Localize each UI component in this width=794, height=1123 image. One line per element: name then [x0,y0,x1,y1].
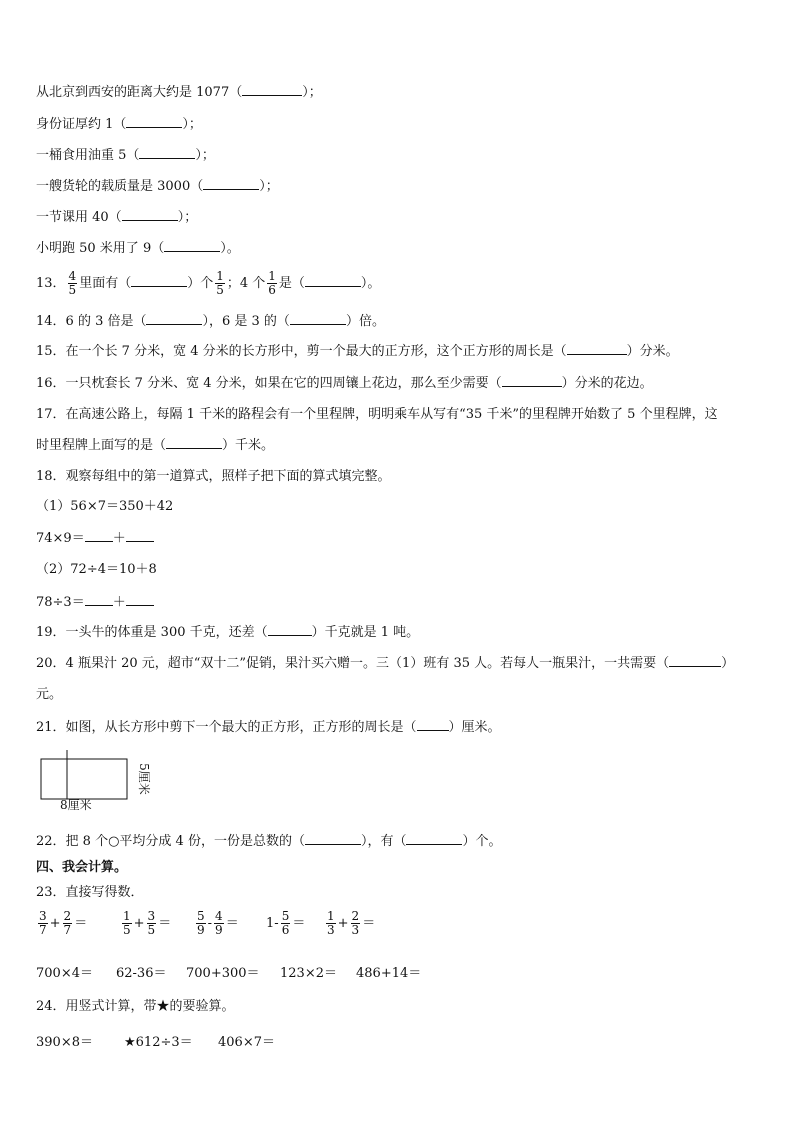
numerator: 4 [215,909,223,923]
answer-blank[interactable] [146,313,202,325]
unit-line-1-end: ）； [302,85,322,100]
denominator: 3 [351,923,360,937]
vertical-calc-3: 406×7＝ [218,1035,275,1050]
answer-blank[interactable] [669,655,721,667]
question-text: 16．一只枕套长 7 分米、宽 4 分米，如果在它的四周镶上花边，那么至少需要（ [36,376,502,391]
question-15 [36,343,679,360]
unit-line-6-text: 小明跑 50 米用了 9（ [36,241,165,256]
fraction-calc-4 [266,910,305,937]
question-text: ）个。 [462,834,502,849]
question-text: 15．在一个长 7 分米，宽 4 分米的长方形中，剪一个最大的正方形，这个正方形的周长是（ [36,344,567,359]
numerator: 4 [68,269,77,283]
unit-line-1 [36,84,322,101]
mental-calc-1: 700×4＝ [36,966,93,981]
unit-line-5-end: ）； [177,210,198,225]
answer-blank[interactable] [131,275,187,287]
answer-blank[interactable] [406,833,462,845]
unit-line-2-text: 身份证厚约 1（ [36,117,127,132]
answer-blank[interactable] [85,594,113,606]
whole-number: 1 [266,916,275,931]
question-text: 里面有（ [79,276,132,291]
height-label: 5厘米 [137,763,151,795]
question-text: ）倍。 [345,314,385,329]
equals-sign: ＝ [158,916,172,931]
question-text: ）个 [187,276,214,291]
vertical-calc-2: ★612÷3＝ [124,1035,193,1050]
mental-calc-5: 486+14＝ [356,966,422,981]
question-text: ），有（ [360,834,407,849]
equation-text: 78÷3＝ [36,595,85,610]
question-18-example-2 [36,562,157,578]
unit-line-1-text: 从北京到西安的距离大约是 1077（ [36,85,243,100]
denominator: 7 [63,923,72,937]
question-text: 21．如图，从长方形中剪下一个最大的正方形，正方形的周长是（ [36,720,417,735]
numerator: 1 [268,269,276,283]
answer-blank[interactable] [290,313,346,325]
question-18-problem-2 [36,594,154,611]
numerator: 5 [197,909,205,923]
question-text: 元。 [36,687,63,702]
equals-sign: ＝ [292,916,306,931]
question-text: ；4 个 [226,276,266,291]
question-text: ）分米的花边。 [561,376,653,391]
question-24-title: 24．用竖式计算，带★的要验算。 [36,999,235,1014]
numerator: 3 [39,909,47,923]
equals-sign: ＝ [74,916,88,931]
question-text: ）分米。 [626,344,679,359]
answer-blank[interactable] [203,178,259,190]
equals-sign: ＝ [362,916,376,931]
fraction [267,270,277,297]
answer-blank[interactable] [268,624,312,636]
numerator: 3 [147,909,156,923]
denominator: 3 [327,923,335,937]
question-text: ）千克就是 1 吨。 [311,625,420,640]
denominator: 6 [281,923,290,937]
unit-line-2-end: ）； [182,117,202,132]
operator: - [207,916,213,931]
question-21 [36,719,501,736]
numerator: 1 [327,909,335,923]
answer-blank[interactable] [164,240,220,252]
fraction-calc-1 [36,910,87,937]
answer-blank[interactable] [305,833,361,845]
question-20-line-2 [36,687,62,703]
equation-text: ＋ [112,595,126,610]
equals-sign: ＝ [225,916,239,931]
answer-blank[interactable] [126,594,154,606]
mental-calc-4: 123×2＝ [280,966,337,981]
answer-blank[interactable] [305,275,361,287]
unit-line-3 [36,147,215,164]
fraction-calc-3 [194,910,239,937]
equation-text: 74×9＝ [36,531,85,546]
unit-line-6 [36,240,240,257]
question-23-title: 23．直接写得数． [36,885,144,900]
operator: + [49,916,61,931]
question-text: ） [721,656,735,671]
numerator: 1 [216,269,224,283]
question-13 [36,266,380,302]
unit-line-6-end: ）。 [220,241,240,256]
numerator: 1 [123,909,131,923]
rectangle-diagram [40,750,172,802]
question-text: 17．在高速公路上，每隔 1 千米的路程会有一个里程牌，明明乘车从写有“35 千米”的里程牌开始数了 5 个里程牌，这 [36,407,718,422]
answer-blank[interactable] [126,116,182,128]
question-text: ）厘米。 [448,720,501,735]
mental-calc-3: 700+300＝ [186,966,260,981]
answer-blank[interactable] [139,147,195,159]
unit-line-5-text: 一节课用 40（ [36,210,122,225]
answer-blank[interactable] [122,209,178,221]
denominator: 9 [197,923,205,937]
unit-line-3-text: 一桶食用油重 5（ [36,148,140,163]
question-text: 18．观察每组中的第一道算式，照样子把下面的算式填完整。 [36,469,391,484]
vertical-calc-1: 390×8＝ [36,1035,93,1050]
unit-line-4 [36,178,279,195]
rectangle-outline [41,759,127,799]
question-text: 20．4 瓶果汁 20 元，超市“双十二”促销，果汁买六赠一。三（1）班有 35 人。若每人一瓶果汁，一共需要（ [36,656,670,671]
numerator: 2 [63,909,72,923]
denominator: 9 [215,923,223,937]
rectangle-figure [40,750,172,812]
denominator: 6 [268,283,276,297]
question-17-line-1 [36,407,718,423]
question-text: 22．把 8 个○平均分成 4 份，一份是总数的（ [36,834,305,849]
question-19 [36,624,419,641]
question-text: ）千米。 [222,438,275,453]
answer-blank[interactable] [502,375,562,387]
operator: + [133,916,145,931]
question-20-line-1 [36,655,734,672]
denominator: 5 [147,923,156,937]
numerator: 5 [281,909,290,923]
question-text: ）。 [360,276,381,291]
answer-blank[interactable] [567,343,627,355]
question-number: 13． [36,276,66,291]
answer-blank[interactable] [417,719,449,731]
unit-line-3-end: ）； [195,148,215,163]
unit-line-4-text: 一艘货轮的载质量是 3000（ [36,179,204,194]
question-text: 14．6 的 3 倍是（ [36,314,147,329]
denominator: 5 [123,923,131,937]
question-16 [36,375,653,392]
fraction [215,270,225,297]
fraction-calc-2 [120,910,171,937]
unit-line-5 [36,209,197,226]
question-18-example-1 [36,499,173,515]
numerator: 2 [351,909,360,923]
question-text: 19．一头牛的体重是 300 千克，还差（ [36,625,268,640]
question-18-problem-1 [36,530,154,547]
question-22 [36,833,502,850]
mental-calc-2: 62-36＝ [116,966,167,981]
question-14 [36,313,385,330]
answer-blank[interactable] [126,530,154,542]
question-text: ），6 是 3 的（ [202,314,290,329]
denominator: 5 [216,283,224,297]
example-equation: （2）72÷4＝10＋8 [36,562,157,577]
fraction-calc-5 [324,910,375,937]
equation-text: ＋ [112,531,126,546]
question-text: 是（ [278,276,305,291]
denominator: 7 [39,923,47,937]
unit-line-4-end: ）； [259,179,279,194]
answer-blank[interactable] [85,530,113,542]
denominator: 5 [68,283,77,297]
fraction [68,270,78,297]
section-heading: 四、我会计算。 [36,860,128,875]
answer-blank[interactable] [242,84,302,96]
question-17-line-2 [36,437,274,454]
operator: - [274,916,279,931]
example-equation: （1）56×7＝350＋42 [36,499,174,514]
unit-line-2 [36,116,202,133]
question-18-title [36,469,391,485]
width-label: 8厘米 [60,798,92,812]
question-text: 时里程牌上面写的是（ [36,438,167,453]
operator: + [337,916,349,931]
answer-blank[interactable] [166,437,222,449]
